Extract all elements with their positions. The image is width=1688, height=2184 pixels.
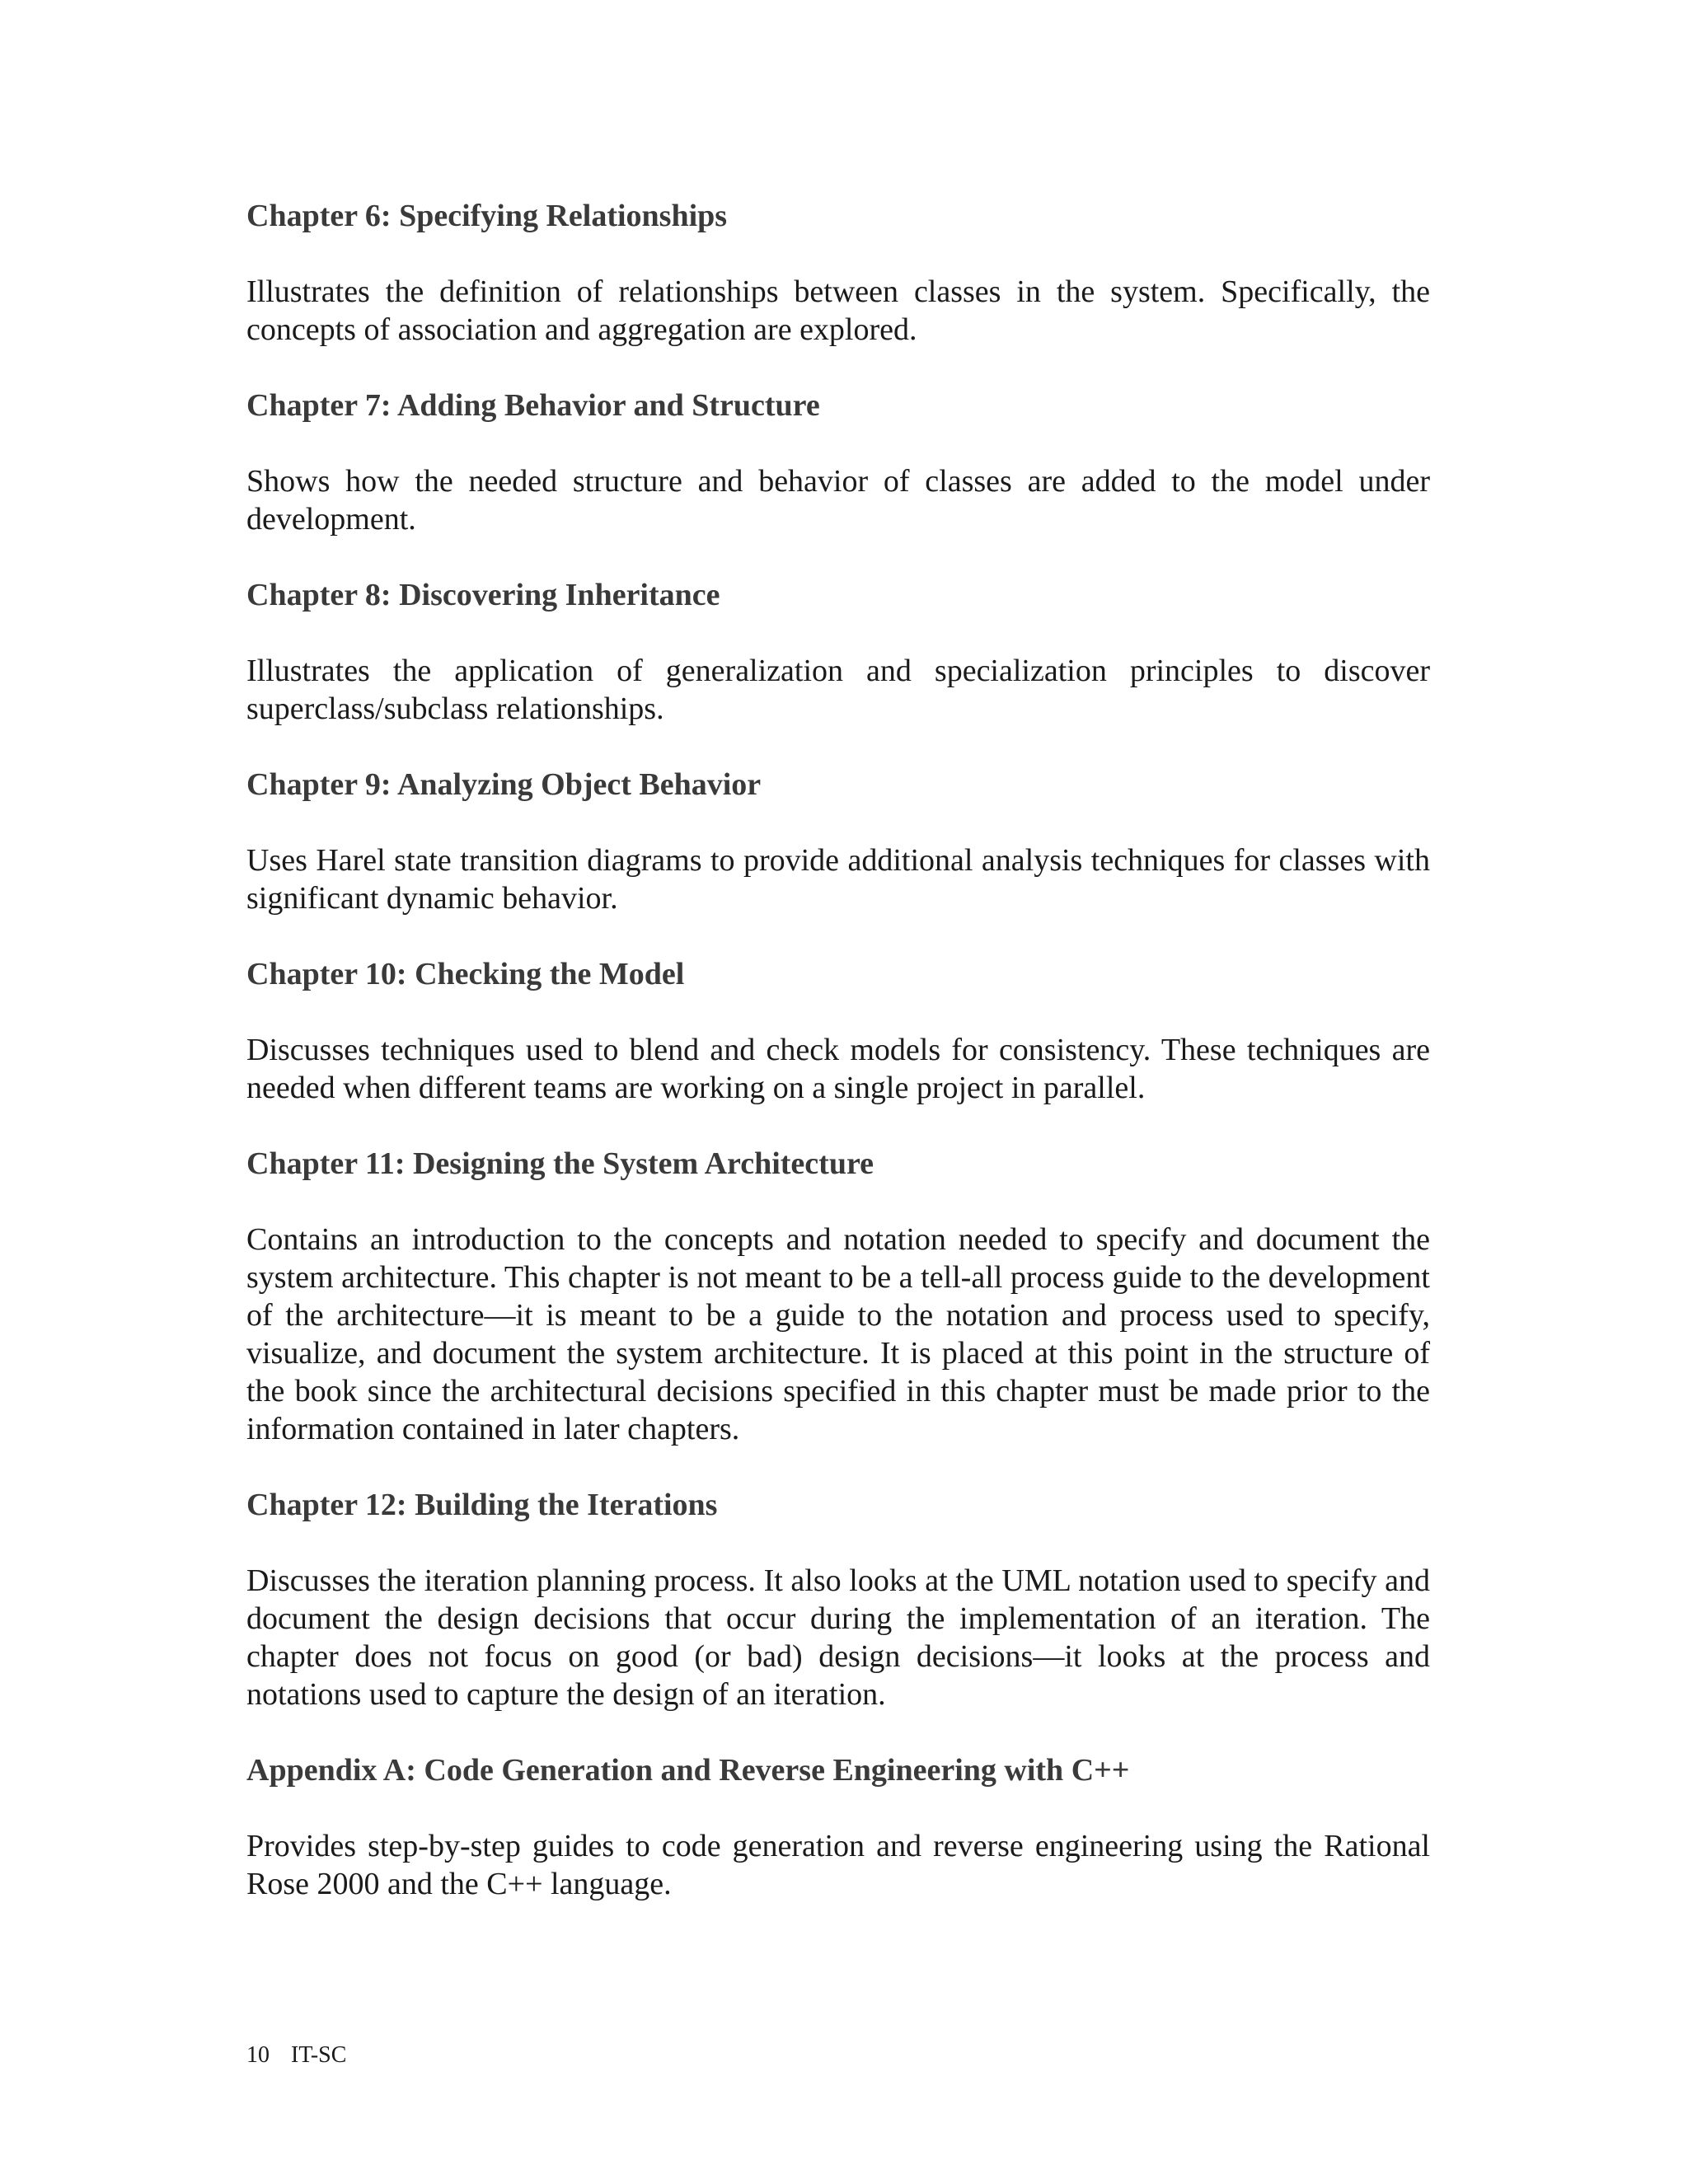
section-chapter-6: [246, 197, 1430, 349]
section-chapter-7: [246, 387, 1430, 538]
footer-label: IT-SC: [291, 2042, 347, 2068]
section-appendix-a: [246, 1751, 1430, 1903]
section-chapter-12: [246, 1486, 1430, 1713]
section-heading: Chapter 10: Checking the Model: [246, 957, 685, 991]
section-description: Provides step-by-step guides to code generation and reverse engineering using the Rational Rose 2000 and the C++ language.: [246, 1829, 1430, 1901]
page-number: 10: [246, 2042, 270, 2068]
section-description: Contains an introduction to the concepts and notation needed to specify and document the system architecture. This chapter is not meant to be a tell-all process guide to the development of the architecture—it is meant to be a guide to the notation and process used to specify, visualize, and document the system architecture. It is placed at this point in the structure of the book since the architectural decisions specified in this chapter must be made prior to the information contained in later chapters.: [246, 1222, 1430, 1446]
section-description: Discusses techniques used to blend and check models for consistency. These techniques are needed when different teams are working on a single project in parallel.: [246, 1033, 1430, 1105]
section-heading: Chapter 7: Adding Behavior and Structure: [246, 388, 820, 423]
section-heading: Chapter 12: Building the Iterations: [246, 1488, 718, 1522]
section-heading: Appendix A: Code Generation and Reverse Engineering with C++: [246, 1753, 1130, 1788]
section-chapter-11: [246, 1145, 1430, 1448]
section-heading: Chapter 6: Specifying Relationships: [246, 199, 728, 233]
page-content: [246, 197, 1430, 1941]
section-chapter-8: [246, 576, 1430, 728]
section-description: Illustrates the application of generalization and specialization principles to discover superclass/subclass relationships.: [246, 654, 1430, 726]
section-description: Illustrates the definition of relationships between classes in the system. Specifically, the concepts of association and aggregation are explored.: [246, 274, 1430, 347]
section-chapter-10: [246, 955, 1430, 1107]
section-chapter-9: [246, 766, 1430, 917]
section-heading: Chapter 11: Designing the System Architecture: [246, 1146, 874, 1181]
section-heading: Chapter 8: Discovering Inheritance: [246, 578, 720, 612]
section-description: Uses Harel state transition diagrams to provide additional analysis techniques for classes with significant dynamic behavior.: [246, 843, 1430, 916]
section-heading: Chapter 9: Analyzing Object Behavior: [246, 767, 762, 802]
page-footer: [246, 2041, 346, 2069]
section-description: Discusses the iteration planning process. It also looks at the UML notation used to specify and document the design decisions that occur during the implementation of an iteration. The chapter does not focus on good (or bad) design decisions—it looks at the process and notations used to capture the design of an iteration.: [246, 1563, 1430, 1712]
section-description: Shows how the needed structure and behavior of classes are added to the model under development.: [246, 464, 1430, 537]
